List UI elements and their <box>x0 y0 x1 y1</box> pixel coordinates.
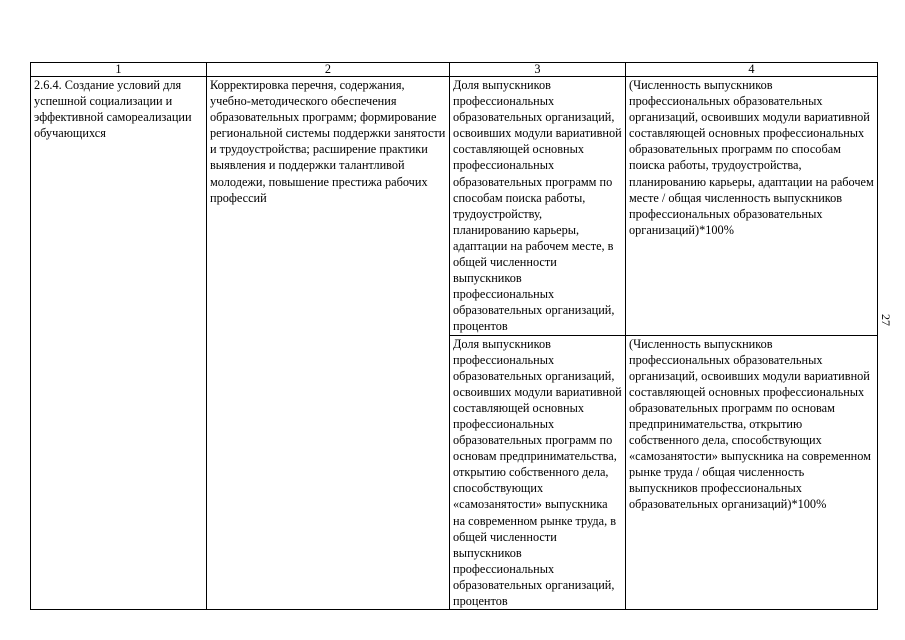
header-cell-1: 1 <box>31 63 207 77</box>
measures-cell: Корректировка перечня, содержания, учебно-методического обеспечения образовательных программ; формирование региональной системы поддержки занятости и трудоустройства; расширение практики выявления и поддержки талантливой молодежи, повышение престижа рабочих профессий <box>207 77 450 610</box>
page-number: 27 <box>879 314 893 326</box>
header-cell-2: 2 <box>207 63 450 77</box>
indicator-name-cell: Доля выпускников профессиональных образовательных организаций, освоивших модули вариативной составляющей основных профессиональных образовательных программ по основам предпринимательства, открытию собственного дела, способствующих «самозанятости» выпускника на современном рынке труда, в общей численности выпускников профессиональных образовательных организаций, процентов <box>450 335 626 610</box>
header-cell-3: 3 <box>450 63 626 77</box>
task-cell: 2.6.4. Создание условий для успешной социализации и эффективной самореализации обучающихся <box>31 77 207 610</box>
indicator-formula-cell: (Численность выпускников профессиональных образовательных организаций, освоивших модули вариативной составляющей основных профессиональных образовательных программ по способам поиска работы, трудоустройства, планированию карьеры, адаптации на рабочем месте / общая численность выпускников профессиональных образовательных организаций)*100% <box>626 77 878 336</box>
indicator-name-cell: Доля выпускников профессиональных образовательных организаций, освоивших модули вариативной составляющей основных профессиональных образовательных программ по способам поиска работы, трудоустройству, планированию карьеры, адаптации на рабочем месте, в общей численности выпускников профессиональных образовательных организаций, процентов <box>450 77 626 336</box>
indicators-table <box>30 62 878 610</box>
header-row <box>31 63 878 77</box>
indicator-formula-cell: (Численность выпускников профессиональных образовательных организаций, освоивших модули вариативной составляющей основных профессиональных образовательных программ по основам предпринимательства, открытию собственного дела, способствующих «самозанятости» выпускника на современном рынке труда / общая численность выпускников профессиональных образовательных организаций)*100% <box>626 335 878 610</box>
table-row <box>31 77 878 336</box>
header-cell-4: 4 <box>626 63 878 77</box>
